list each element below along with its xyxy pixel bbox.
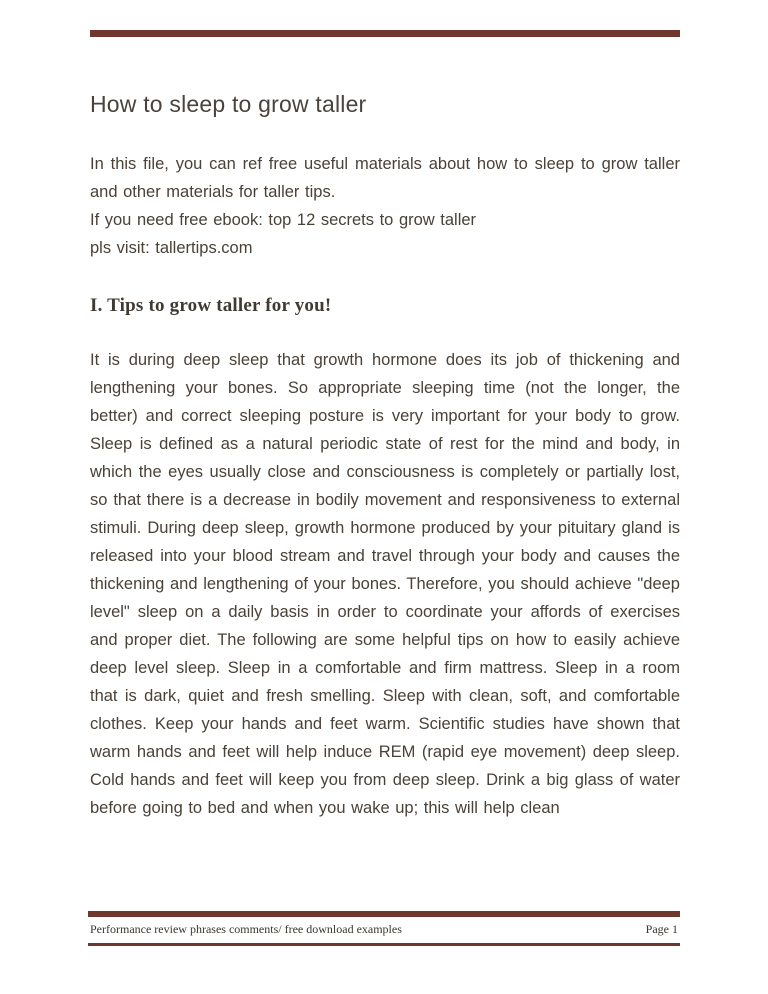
footer-row [88, 917, 680, 943]
footer-left-text: Performance review phrases comments/ free download examples [90, 922, 402, 936]
ebook-line: If you need free ebook: top 12 secrets to grow taller [90, 211, 477, 229]
top-divider [90, 30, 680, 37]
body-paragraph: It is during deep sleep that growth hormone does its job of thickening and lengthening your bones. So appropriate sleeping time (not the longer, the better) and correct sleeping posture is very important for your body to grow. Sleep is defined as a natural periodic state of rest for the mind and body, in which the eyes usually close and consciousness is completely or partially lost, so that there is a decrease in bodily movement and responsiveness to external stimuli. During deep sleep, growth hormone produced by your pituitary gland is released into your blood stream and travel through your body and causes the thickening and lengthening of your bones. Therefore, you should achieve "deep level" sleep on a daily basis in order to coordinate your affords of exercises and proper diet. The following are some helpful tips on how to easily achieve deep level sleep. Sleep in a comfortable and firm mattress. Sleep in a room that is dark, quiet and fresh smelling. Sleep with clean, soft, and comfortable clothes. Keep your hands and feet warm. Scientific studies have shown that warm hands and feet will help induce REM (rapid eye movement) deep sleep. Cold hands and feet will keep you from deep sleep. Drink a big glass of water before going to bed and when you wake up; this will help clean [90, 351, 680, 817]
page-title: How to sleep to grow taller [90, 91, 367, 117]
page-footer [88, 911, 680, 946]
visit-line: pls visit: tallertips.com [90, 239, 253, 257]
footer-divider-bottom [88, 943, 680, 946]
section-heading: I. Tips to grow taller for you! [90, 295, 332, 316]
footer-page-number: Page 1 [645, 922, 678, 936]
intro-paragraph: In this file, you can ref free useful materials about how to sleep to grow taller and other materials for taller tips. [90, 155, 680, 201]
